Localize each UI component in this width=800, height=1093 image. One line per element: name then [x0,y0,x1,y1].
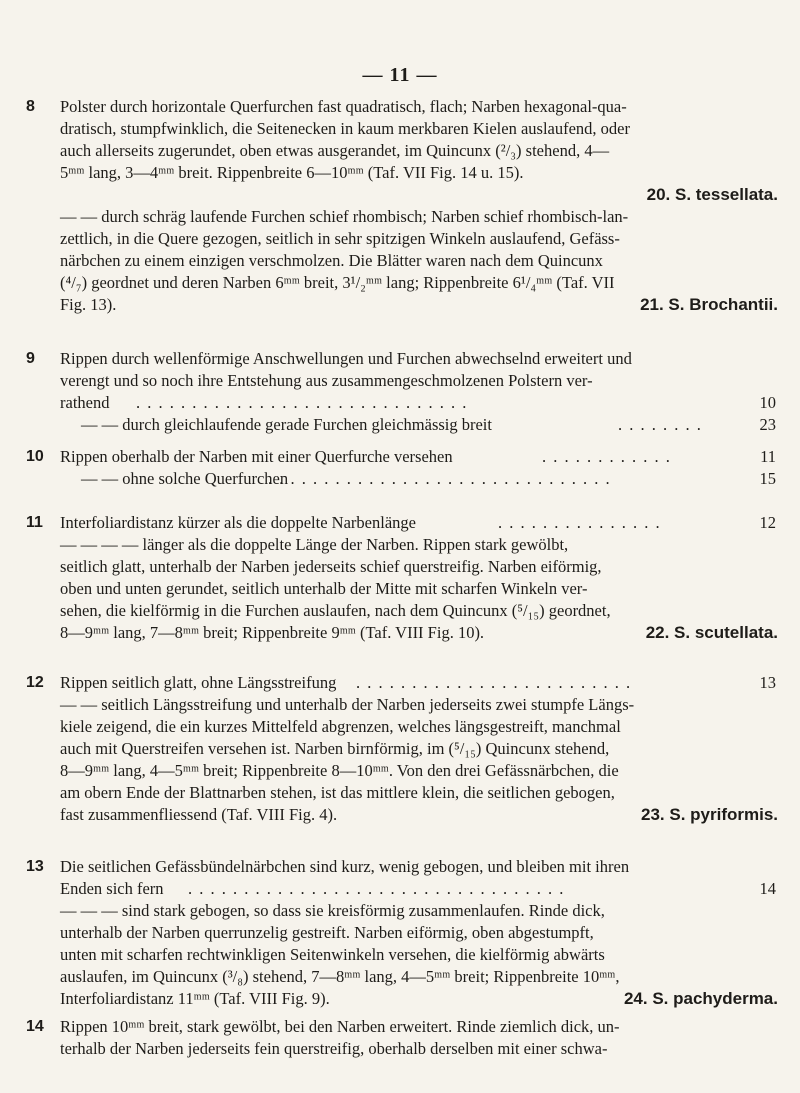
entry-number: 9 [26,350,35,367]
text-line: — — — sind stark gebogen, so dass sie kreisförmig zusammenlaufen. Rinde dick, [60,901,605,920]
species-heading: 24. S. pachyderma. [623,989,778,1008]
text-line: närbchen zu einem einzigen verschmolzen. Die Blätter waren nach dem Quincunx [60,251,603,270]
key-entry-8 [0,96,800,316]
text-line: terhalb der Narben jederseits fein querstreifig, oberhalb derselben mit einer schwa- [60,1039,608,1058]
text-line: auslaufen, im Quincunx (³/₈) stehend, 7—8ᵐᵐ lang, 4—5ᵐᵐ breit; Rippenbreite 10ᵐᵐ, [60,967,620,986]
text-line: Enden sich fern . . . . . . . . . . . . . . . . . . . . . . . . . . . . . . . . . . 14 [60,879,776,898]
page-reference: 10 [759,393,776,412]
text-line: 8—9ᵐᵐ lang, 4—5ᵐᵐ breit; Rippenbreite 8—10ᵐᵐ. Von den drei Gefässnärbchen, die [60,761,619,780]
entry-number: 13 [26,858,44,875]
text-line: Rippen seitlich glatt, ohne Längsstreifung . . . . . . . . . . . . . . . . . . . . . . . . . 13 [60,673,776,692]
entry-number: 11 [26,514,43,531]
text-line: fast zusammenfliessend (Taf. VIII Fig. 4). 23. S. pyriformis. [60,805,778,824]
species-heading: 20. S. tessellata. [646,185,778,204]
text-line: Rippen durch wellenförmige Anschwellungen und Furchen abwechselnd erweitert und [60,349,632,368]
text-line: Rippen 10ᵐᵐ breit, stark gewölbt, bei den Narben erweitert. Rinde ziemlich dick, un- [60,1017,620,1036]
text-line: — — seitlich Längsstreifung und unterhalb der Narben jederseits zwei stumpfe Längs- [60,695,635,714]
text-line: Die seitlichen Gefässbündelnärbchen sind kurz, wenig gebogen, und bleiben mit ihren [60,857,630,876]
text-line: 5ᵐᵐ lang, 3—4ᵐᵐ breit. Rippenbreite 6—10ᵐᵐ (Taf. VII Fig. 14 u. 15). [60,163,524,182]
key-entry-11 [0,512,800,644]
text-line: am obern Ende der Blattnarben stehen, ist das mittlere klein, die seitlichen gebogen, [60,783,615,802]
page-reference: 12 [759,513,776,532]
species-heading: 22. S. scutellata. [645,623,778,642]
text-line: sehen, die kielförmig in die Furchen auslaufen, nach dem Quincunx (⁵/₁₅) geordnet, [60,601,611,620]
text-line: Rippen oberhalb der Narben mit einer Querfurche versehen . . . . . . . . . . . . 11 [60,447,776,466]
page-reference: 23 [759,415,776,434]
key-entry-12 [0,672,800,826]
text-line: rathend . . . . . . . . . . . . . . . . . . . . . . . . . . . . . . 10 [60,393,776,412]
text-line: auch allerseits zugerundet, oben etwas ausgerandet, im Quincunx (²/₃) stehend, 4— [60,141,610,160]
text-line: dratisch, stumpfwinklich, die Seitenecken in kaum merkbaren Kielen auslaufend, oder [60,119,630,138]
entry-number: 10 [26,448,44,465]
text-line: — — durch schräg laufende Furchen schief rhombisch; Narben schief rhombisch-lan- [60,207,629,226]
text-line: Fig. 13). 21. S. Brochantii. [60,295,778,314]
page-number: — 11 — [362,64,438,86]
text-line: kiele zeigend, die ein kurzes Mittelfeld abgrenzen, welches längsgestreift, manchmal [60,717,621,736]
entry-number: 14 [26,1018,44,1035]
page-reference: 11 [760,447,776,466]
page-reference: 13 [759,673,776,692]
key-entry-14 [0,1016,800,1060]
text-line: — — — — länger als die doppelte Länge der Narben. Rippen stark gewölbt, [60,535,569,554]
text-line: — — ohne solche Querfurchen . . . . . . . . . . . . . . . . . . . . . . . . . . . . . . . 15 [81,469,776,488]
text-line: verengt und so noch ihre Entstehung aus zusammengeschmolzenen Polstern ver- [60,371,593,390]
entry-number: 12 [26,674,44,691]
key-entry-10 [0,446,800,490]
text-line: auch mit Querstreifen versehen ist. Narben birnförmig, im (⁵/₁₅) Quincunx stehend, [60,739,610,758]
text-line: unten mit scharfen rechtwinkligen Seitenwinkeln versehen, die kielförmig abwärts [60,945,605,964]
text-line: — — durch gleichlaufende gerade Furchen gleichmässig breit . . . . . . . . 23 [81,415,776,434]
key-entry-13 [0,856,800,1010]
species-heading: 23. S. pyriformis. [641,805,778,824]
species-heading: 21. S. Brochantii. [640,295,778,314]
text-line: Polster durch horizontale Querfurchen fast quadratisch, flach; Narben hexagonal-qua- [60,97,627,116]
text-line: unterhalb der Narben querrunzelig gestreift. Narben eiförmig, oben abgestumpft, [60,923,594,942]
text-line: Interfoliardistanz kürzer als die doppelte Narbenlänge . . . . . . . . . . . . . . . 12 [60,513,776,532]
text-line: oben und unten gerundet, seitlich unterhalb der Mitte mit scharfen Winkeln ver- [60,579,588,598]
text-line: seitlich glatt, unterhalb der Narben jederseits schief querstreifig. Narben eiförmig, [60,557,602,576]
entry-number: 8 [26,98,35,115]
page-reference: 15 [759,469,776,488]
text-line: (⁴/₇) geordnet und deren Narben 6ᵐᵐ breit, 3¹/₂ᵐᵐ lang; Rippenbreite 6¹/₄ᵐᵐ (Taf. VII [60,273,615,292]
key-entry-9 [0,348,800,436]
page-reference: 14 [759,879,776,898]
text-line: 8—9ᵐᵐ lang, 7—8ᵐᵐ breit; Rippenbreite 9ᵐᵐ (Taf. VIII Fig. 10). 22. S. scutellata. [60,623,778,642]
text-line: zettlich, in die Quere gezogen, seitlich in sehr spitzigen Winkeln auslaufend, Gefäss- [60,229,620,248]
text-line: Interfoliardistanz 11ᵐᵐ (Taf. VIII Fig. 9). 24. S. pachyderma. [60,989,778,1008]
